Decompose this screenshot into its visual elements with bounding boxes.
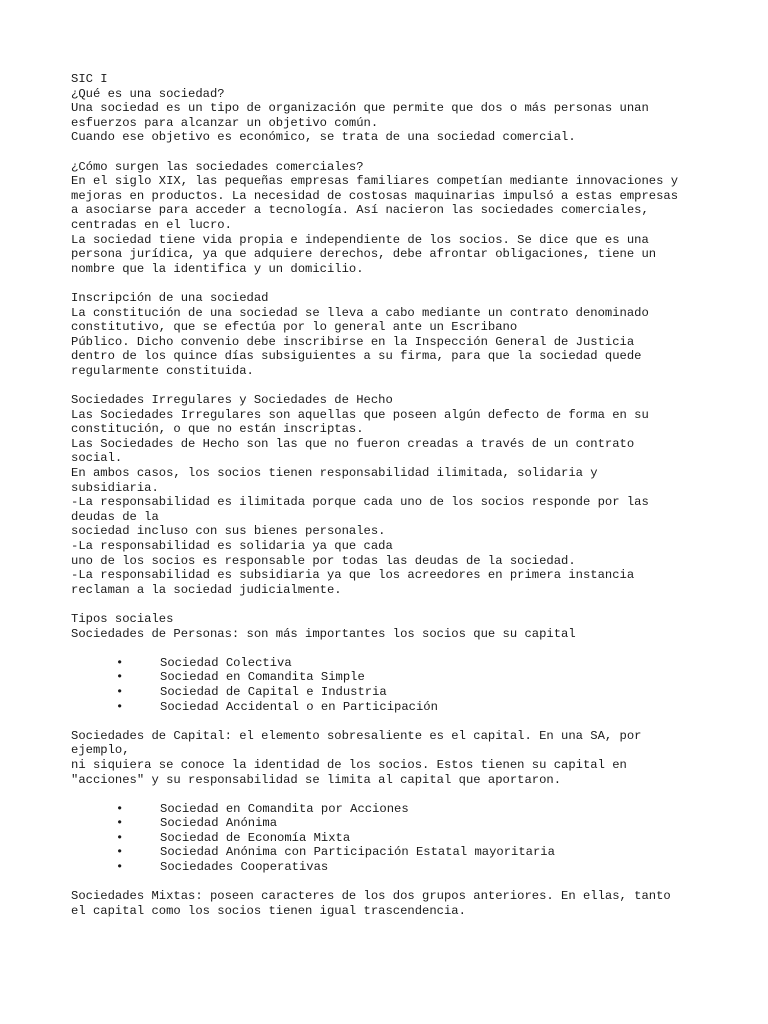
bullet-icon: • bbox=[116, 801, 124, 816]
list-item bbox=[71, 670, 711, 685]
text-line: Público. Dicho convenio debe inscribirse en la Inspección General de Justicia bbox=[71, 334, 635, 349]
text-line: constitución, o que no están inscriptas. bbox=[71, 422, 364, 437]
text-line: social. bbox=[71, 451, 123, 466]
text-line: La sociedad tiene vida propia e independiente de los socios. Se dice que es una bbox=[71, 232, 649, 247]
text-line: deudas de la bbox=[71, 509, 159, 524]
text-line: uno de los socios es responsable por todas las deudas de la sociedad. bbox=[71, 553, 576, 568]
text-line: "acciones" y su responsabilidad se limita al capital que aportaron. bbox=[71, 772, 562, 787]
list-item-label: Sociedad en Comandita por Acciones bbox=[160, 801, 409, 816]
list-item-label: Sociedad Accidental o en Participación bbox=[160, 699, 438, 714]
paragraph-gap bbox=[71, 378, 711, 393]
text-line: Sociedades Irregulares y Sociedades de Hecho bbox=[71, 393, 393, 408]
section-capital bbox=[71, 729, 711, 787]
bullet-icon: • bbox=[116, 684, 124, 699]
text-line: -La responsabilidad es ilimitada porque cada uno de los socios responde por las bbox=[71, 495, 649, 510]
bullet-icon: • bbox=[116, 845, 124, 860]
text-line: esfuerzos para alcanzar un objetivo común. bbox=[71, 115, 379, 130]
paragraph-gap bbox=[71, 145, 711, 160]
text-line: Una sociedad es un tipo de organización que permite que dos o más personas unan bbox=[71, 101, 649, 116]
list-item-label: Sociedad en Comandita Simple bbox=[160, 670, 365, 685]
text-line: Tipos sociales bbox=[71, 611, 174, 626]
bullet-icon: • bbox=[116, 860, 124, 875]
section-tipos bbox=[71, 612, 711, 641]
text-line: mejoras en productos. La necesidad de costosas maquinarias impulsó a estas empresas bbox=[71, 188, 679, 203]
list-item bbox=[71, 845, 711, 860]
text-line: ejemplo, bbox=[71, 743, 130, 758]
text-line: -La responsabilidad es solidaria ya que cada bbox=[71, 539, 393, 553]
list-item bbox=[71, 831, 711, 846]
text-line: En ambos casos, los socios tienen responsabilidad ilimitada, solidaria y bbox=[71, 466, 598, 481]
list-item bbox=[71, 816, 711, 831]
text-line: Sociedades de Personas: son más importantes los socios que su capital bbox=[71, 626, 576, 641]
text-line: regularmente constituida. bbox=[71, 363, 254, 378]
text-line: a asociarse para acceder a tecnología. Así nacieron las sociedades comerciales, bbox=[71, 203, 649, 218]
paragraph-gap bbox=[71, 875, 711, 890]
text-line: dentro de los quince días subsiguientes a su firma, para que la sociedad quede bbox=[71, 349, 642, 364]
list-item bbox=[71, 802, 711, 817]
text-line: ¿Qué es una sociedad? bbox=[71, 86, 225, 101]
paragraph-gap bbox=[71, 597, 711, 612]
list-item bbox=[71, 685, 711, 700]
text-line: -La responsabilidad es subsidiaria ya que los acreedores en primera instancia bbox=[71, 568, 635, 583]
paragraph-gap bbox=[71, 714, 711, 729]
list-item-label: Sociedad de Capital e Industria bbox=[160, 684, 387, 699]
list-item bbox=[71, 860, 711, 875]
list-item-label: Sociedad Anónima bbox=[160, 816, 278, 831]
text-line: ni siquiera se conoce la identidad de los socios. Estos tienen su capital en bbox=[71, 757, 627, 772]
paragraph-gap bbox=[71, 641, 711, 656]
list-item-label: Sociedad de Economía Mixta bbox=[160, 830, 351, 845]
personas-bullet-list bbox=[71, 656, 711, 714]
bullet-icon: • bbox=[116, 655, 124, 670]
text-line: nombre que la identifica y un domicilio. bbox=[71, 261, 364, 276]
text-line: persona jurídica, ya que adquiere derechos, debe afrontar obligaciones, tiene un bbox=[71, 247, 657, 262]
text-line: centradas en el lucro. bbox=[71, 217, 232, 232]
list-item-label: Sociedad Colectiva bbox=[160, 655, 292, 670]
text-line: La constitución de una sociedad se lleva a cabo mediante un contrato denominado bbox=[71, 305, 649, 320]
list-item bbox=[71, 656, 711, 671]
document-title: SIC I bbox=[71, 72, 108, 86]
list-item bbox=[71, 700, 711, 715]
list-item-label: Sociedad Anónima con Participación Estatal mayoritaria bbox=[160, 845, 555, 860]
text-line: reclaman a la sociedad judicialmente. bbox=[71, 582, 342, 597]
text-line: En el siglo XIX, las pequeñas empresas familiares competían mediante innovaciones y bbox=[71, 174, 679, 189]
text-line: subsidiaria. bbox=[71, 480, 159, 495]
bullet-icon: • bbox=[116, 830, 124, 845]
section-inscripcion bbox=[71, 291, 711, 379]
text-line: ¿Cómo surgen las sociedades comerciales? bbox=[71, 159, 364, 174]
paragraph-gap bbox=[71, 787, 711, 802]
section-intro bbox=[71, 87, 711, 145]
text-line: constitutivo, que se efectúa por lo general ante un Escribano bbox=[71, 320, 518, 335]
text-line: Las Sociedades de Hecho son las que no fueron creadas a través de un contrato bbox=[71, 436, 635, 451]
bullet-icon: • bbox=[116, 670, 124, 685]
bullet-icon: • bbox=[116, 816, 124, 831]
paragraph-gap bbox=[71, 276, 711, 291]
text-line: Las Sociedades Irregulares son aquellas que poseen algún defecto de forma en su bbox=[71, 407, 649, 422]
text-line: Inscripción de una sociedad bbox=[71, 290, 269, 305]
capital-bullet-list bbox=[71, 802, 711, 875]
text-line: sociedad incluso con sus bienes personales. bbox=[71, 524, 386, 539]
text-line: Sociedades de Capital: el elemento sobresaliente es el capital. En una SA, por bbox=[71, 728, 642, 743]
bullet-icon: • bbox=[116, 699, 124, 714]
text-line: Cuando ese objetivo es económico, se trata de una sociedad comercial. bbox=[71, 130, 576, 145]
section-irregulares bbox=[71, 393, 711, 597]
document-page bbox=[71, 72, 711, 918]
list-item-label: Sociedades Cooperativas bbox=[160, 860, 329, 875]
section-mixtas bbox=[71, 889, 711, 918]
text-line: el capital como los socios tienen igual trascendencia. bbox=[71, 903, 466, 918]
section-origen bbox=[71, 160, 711, 277]
text-line: Sociedades Mixtas: poseen caracteres de los dos grupos anteriores. En ellas, tanto bbox=[71, 889, 671, 904]
